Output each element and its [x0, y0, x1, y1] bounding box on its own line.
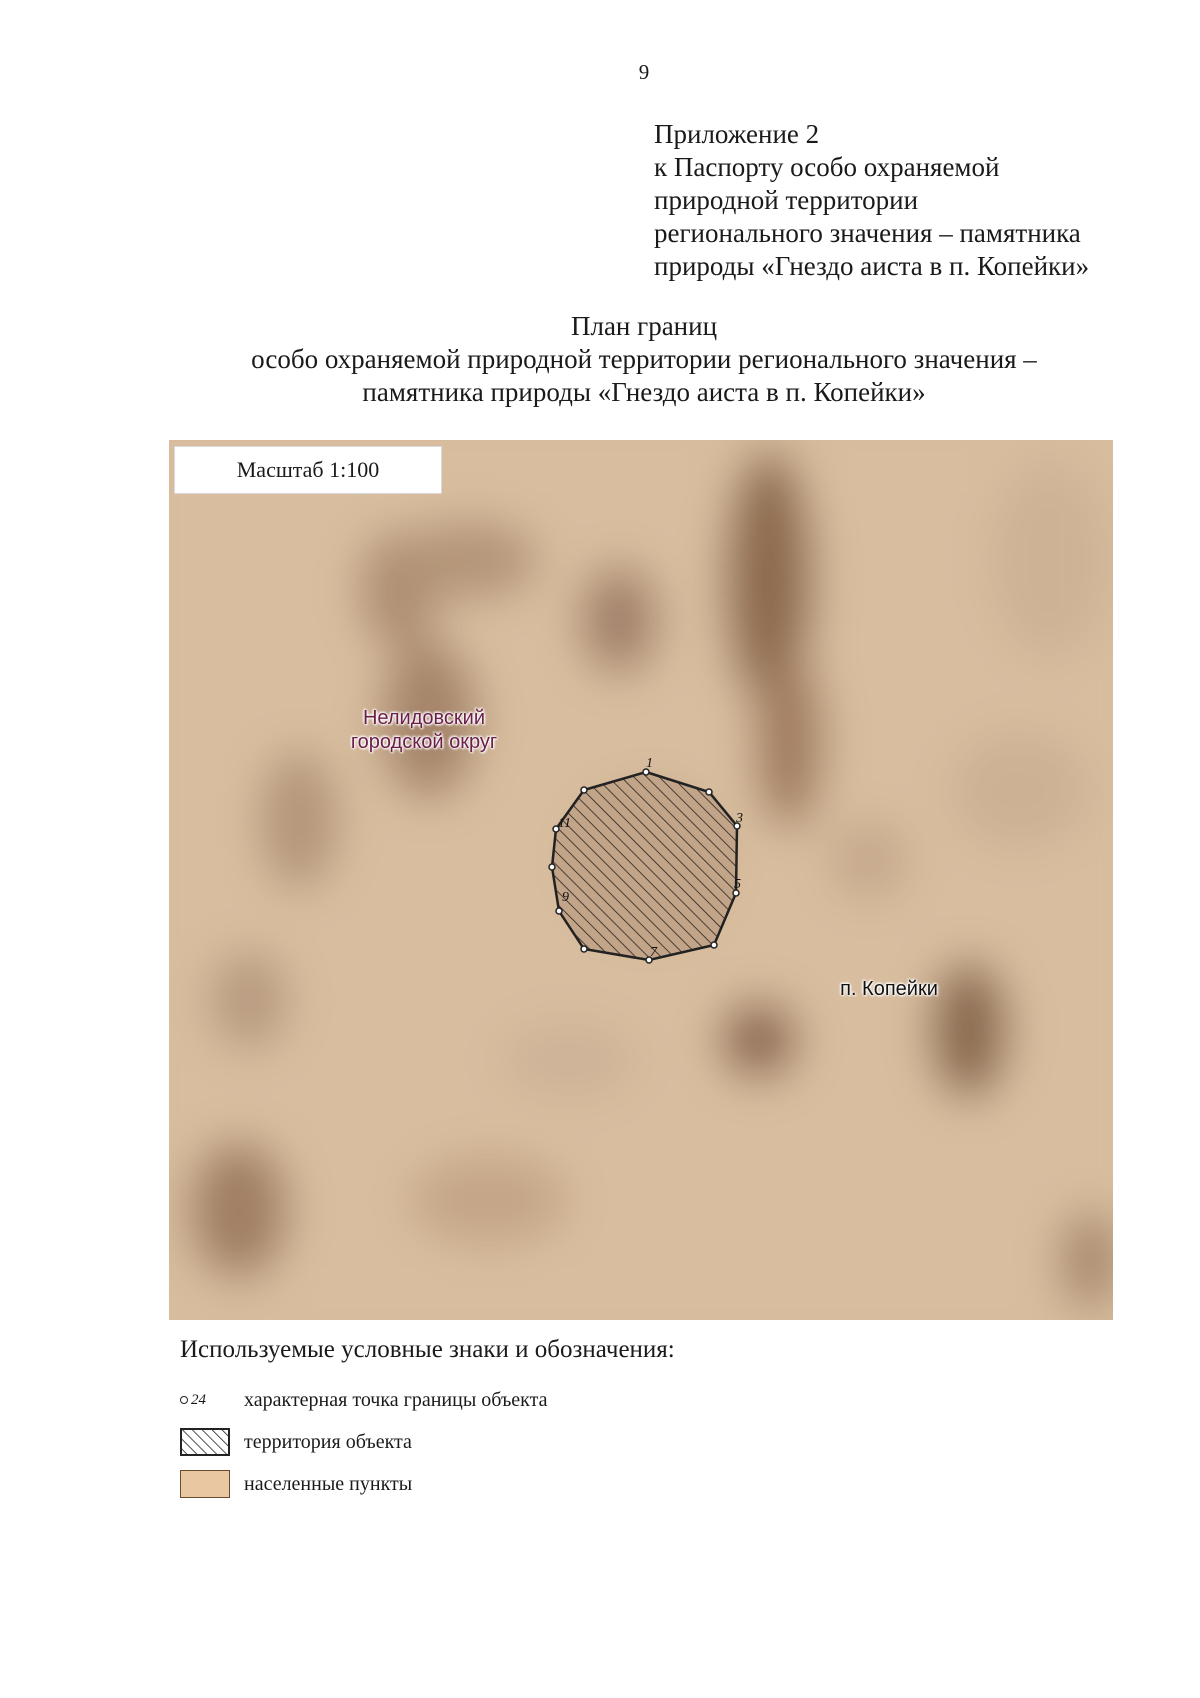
- boundary-point-label: 7: [650, 945, 657, 960]
- appendix-header: [654, 118, 1184, 283]
- territory-boundary[interactable]: [552, 772, 737, 960]
- boundary-point[interactable]: [581, 946, 587, 952]
- boundary-point[interactable]: [706, 789, 712, 795]
- district-label-line: Нелидовский: [362, 707, 486, 729]
- appendix-line: природы «Гнездо аиста в п. Копейки»: [654, 251, 1090, 281]
- map-svg: [169, 440, 1113, 1320]
- appendix-line: к Паспорту особо охраняемой: [654, 152, 1000, 182]
- legend-item-label: территория объекта: [244, 1430, 412, 1453]
- appendix-line: природной территории: [654, 185, 919, 215]
- boundary-point[interactable]: [711, 942, 717, 948]
- district-label: [299, 706, 549, 754]
- boundary-point-icon: [180, 1392, 206, 1409]
- legend-item-settlement: [180, 1468, 412, 1500]
- object-territory: [552, 772, 737, 960]
- legend-item-label: характерная точка границы объекта: [244, 1388, 548, 1411]
- legend-item-boundary-point: [180, 1384, 548, 1416]
- plan-title-line: особо охраняемой природной территории регионального значения –: [251, 344, 1037, 374]
- plan-title-line: План границ: [570, 311, 718, 341]
- boundary-point[interactable]: [549, 864, 555, 870]
- boundary-point-label: 9: [562, 890, 569, 905]
- boundary-point[interactable]: [556, 908, 562, 914]
- settlement-fill-icon: [180, 1470, 230, 1498]
- legend-title: Используемые условные знаки и обозначения:: [180, 1336, 675, 1363]
- legend-item-label: населенные пункты: [244, 1472, 413, 1495]
- legend-item-territory: [180, 1426, 412, 1458]
- boundary-point-label: 3: [736, 811, 743, 826]
- boundary-point-label: 11: [558, 816, 571, 831]
- boundary-point-label: 5: [734, 877, 741, 892]
- boundary-point-label: 1: [646, 756, 653, 771]
- boundary-point[interactable]: [581, 787, 587, 793]
- scale-label: Масштаб 1:100: [174, 446, 442, 494]
- plan-title-line: памятника природы «Гнездо аиста в п. Копейки»: [362, 377, 926, 407]
- appendix-line: Приложение 2: [654, 119, 820, 149]
- map-view[interactable]: [169, 440, 1113, 1320]
- plan-title: [0, 310, 1200, 409]
- appendix-line: регионального значения – памятника: [654, 218, 1081, 248]
- village-label: п. Копейки: [840, 978, 938, 1000]
- district-label-line: городской округ: [350, 731, 498, 753]
- page-number: 9: [638, 60, 650, 84]
- hatched-area-icon: [180, 1428, 230, 1456]
- boundary-point-icon-label: 24: [191, 1391, 206, 1408]
